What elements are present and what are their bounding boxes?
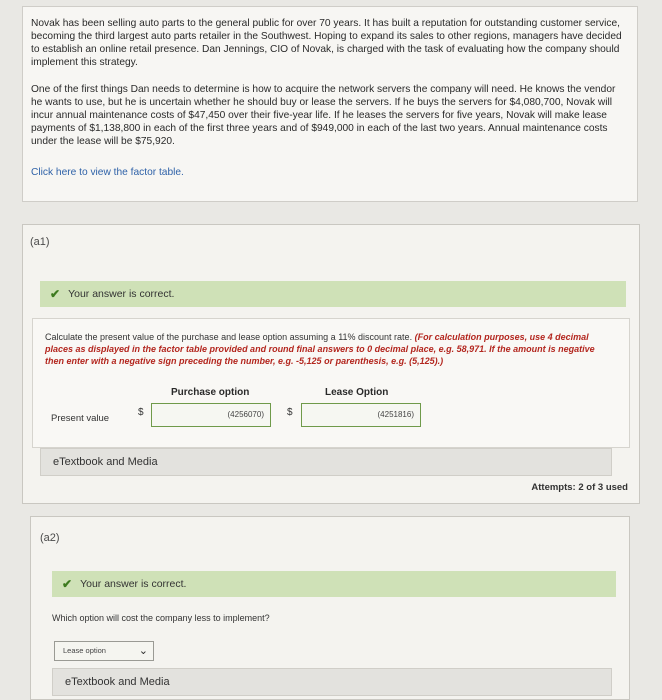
a2-etextbook-button[interactable]: eTextbook and Media (52, 668, 612, 696)
chevron-down-icon: ⌄ (138, 645, 148, 657)
a1-calculation-panel (32, 318, 630, 448)
a2-question: Which option will cost the company less to implement? (52, 613, 270, 623)
part-a2-label: (a2) (40, 532, 60, 544)
option-select-value: Lease option (63, 646, 106, 655)
checkmark-icon: ✔ (62, 577, 73, 591)
purchase-dollar-sign: $ (138, 407, 144, 418)
problem-paragraph-2: One of the first things Dan needs to determine is how to acquire the network servers the company will need. He knows the vendor he wants to use, but he is uncertain whether he should buy or lease the servers. If he buys the servers for $4,080,700, Novak will incur annual maintenance costs of $47,450 over their five-year life. If he leases the servers for five years, Novak will make lease payments of $1,138,800 in each of the first three years and of $949,000 in each of the last two years. Annual maintenance costs under the lease will be $75,920. (31, 84, 616, 147)
option-select[interactable] (54, 641, 154, 661)
problem-paragraph-1: Novak has been selling auto parts to the general public for over 70 years. It has built a reputation for outstanding customer service, becoming the third largest auto parts retailer in the Southwest. Hoping to expand its sales to other regions, managers have decided to establish an online retail presence. Dan Jennings, CIO of Novak, is charged with the task of evaluating how the company should implement this strategy. (31, 18, 622, 68)
a1-instruction-text: Calculate the present value of the purchase and lease option assuming a 11% discount rate. (45, 332, 415, 342)
factor-table-link[interactable]: Click here to view the factor table. (31, 167, 184, 178)
part-a1-label: (a1) (30, 236, 50, 248)
lease-option-header: Lease Option (325, 387, 389, 398)
a1-correct-banner (40, 281, 626, 307)
lease-dollar-sign: $ (287, 407, 293, 418)
lease-present-value-input[interactable]: (4251816) (301, 403, 421, 427)
problem-statement (22, 6, 638, 202)
purchase-option-header: Purchase option (171, 387, 250, 398)
a1-instruction-note: (For calculation purposes, use 4 decimal places as displayed in the factor table provided and round final answers to 0 decimal place, e.g. 58,971. If the amount is negative then enter with a negative sign preceding the number, e.g. -5,125 or parenthesis, e.g. (5,125).) (45, 332, 595, 366)
present-value-label: Present value (51, 413, 110, 424)
a1-correct-text: Your answer is correct. (68, 288, 175, 300)
a1-instructions (45, 331, 615, 367)
checkmark-icon: ✔ (50, 287, 61, 301)
a2-correct-banner (52, 571, 616, 597)
a1-etextbook-button[interactable]: eTextbook and Media (40, 448, 612, 476)
purchase-present-value-input[interactable]: (4256070) (151, 403, 271, 427)
a2-correct-text: Your answer is correct. (80, 578, 187, 590)
attempts-counter: Attempts: 2 of 3 used (531, 482, 628, 493)
